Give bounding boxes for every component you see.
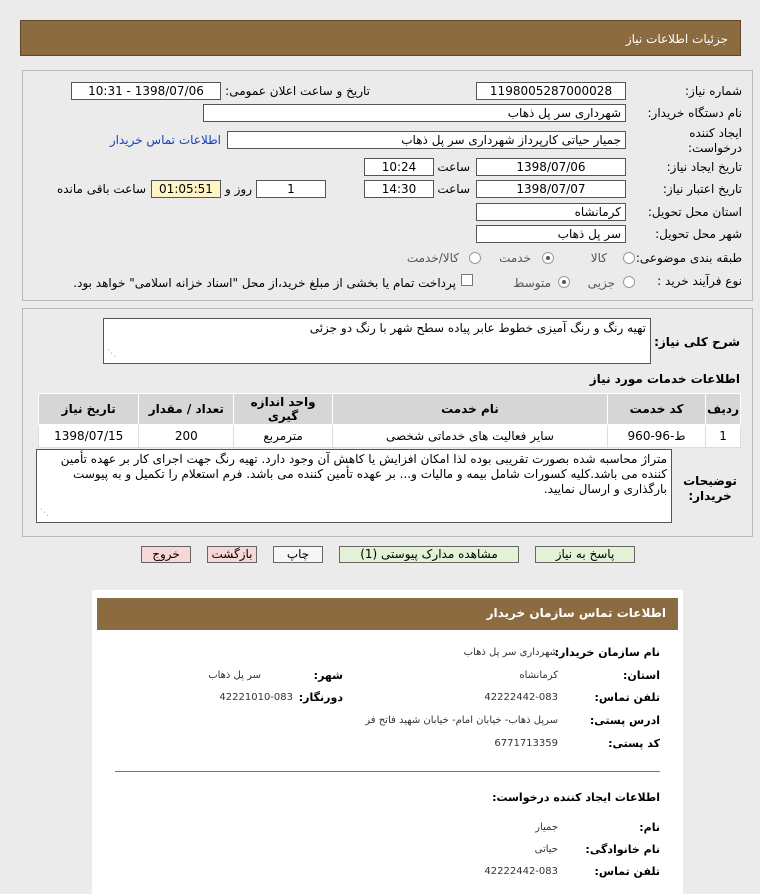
first-name-value: جمیار: [535, 822, 558, 833]
announce-field: 1398/07/06 - 10:31: [71, 82, 221, 100]
cell-unit: مترمربع: [234, 425, 333, 448]
days-field: 1: [256, 180, 326, 198]
postal-label: کد پستی:: [608, 737, 660, 750]
print-button[interactable]: چاپ: [273, 546, 323, 563]
services-header-row: [39, 394, 741, 425]
address-label: ادرس پستی:: [589, 714, 660, 727]
cell-service-code: ط-96-960: [607, 425, 705, 448]
process-option-medium: متوسط: [513, 276, 551, 290]
reply-button[interactable]: پاسخ به نیاز: [535, 546, 635, 563]
creator-label: ایجاد کننده درخواست:: [688, 126, 742, 155]
need-number-field: 1198005287000028: [476, 82, 626, 100]
created-date-label: تاریخ ایجاد نیاز:: [666, 160, 742, 174]
last-name-value: حیاتی: [534, 844, 558, 855]
org-label: نام سازمان خریدار:: [554, 646, 660, 659]
city-label: شهر محل تحویل:: [655, 227, 742, 241]
category-radio-goods[interactable]: [623, 252, 635, 264]
address-value: سرپل ذهاب- خیابان امام- خیابان شهید فاتح فر: [365, 715, 558, 726]
exit-button[interactable]: خروج: [141, 546, 191, 563]
need-number-label: شماره نیاز:: [685, 84, 742, 98]
header-row-number: ردیف: [706, 394, 741, 425]
buyer-notes-text: متراژ محاسبه شده بصورت تقریبی بوده لذا امکان افزایش یا کاهش آن وجود دارد. تهیه رنگ جهت اجرای کار بر عهده تأمین کننده می باشد.کلیه کسورات شامل بیمه و مالیات و... بر عهده تأمین کننده می باشد. فرم استعلام را تکمیل و به پیوست بارگذاری و ارسال نمایید.: [60, 452, 667, 496]
category-radio-both[interactable]: [469, 252, 481, 264]
first-name-label: نام:: [639, 821, 660, 834]
fax-value: 42221010-083: [219, 692, 293, 703]
header-service-name: نام خدمت: [332, 394, 607, 425]
cell-row-number: 1: [706, 425, 741, 448]
contact-card-title: اطلاعات تماس سازمان خریدار: [486, 606, 666, 620]
valid-time-label: ساعت: [437, 182, 470, 196]
valid-date-field: 1398/07/07: [476, 180, 626, 198]
category-option-service: خدمت: [499, 251, 531, 265]
creator-field: جمیار حیاتی کارپرداز شهرداری سر پل ذهاب: [227, 131, 626, 149]
category-option-goods: کالا: [590, 251, 607, 265]
cell-need-date: 1398/07/15: [39, 425, 139, 448]
back-button[interactable]: بازگشت: [207, 546, 257, 563]
remaining-time-field: 01:05:51: [151, 180, 221, 198]
creator-phone-label: تلفن تماس:: [594, 865, 660, 878]
valid-date-label: تاریخ اعتبار نیاز:: [662, 182, 742, 196]
days-label: روز و: [225, 182, 252, 196]
province-field: کرمانشاه: [476, 203, 626, 221]
province-label: استان:: [623, 669, 660, 682]
announce-label: تاریخ و ساعت اعلان عمومی:: [225, 84, 370, 98]
category-label: طبقه بندی موضوعی:: [635, 251, 742, 265]
contact-card-header: [97, 598, 678, 630]
fax-label: دورنگار:: [298, 691, 343, 704]
created-time-label: ساعت: [437, 160, 470, 174]
page-header: [20, 20, 741, 56]
org-value: شهرداری سر پل ذهاب: [463, 647, 558, 658]
created-date-field: 1398/07/06: [476, 158, 626, 176]
province-label: استان محل تحویل:: [647, 205, 742, 219]
buyer-org-label: نام دستگاه خریدار:: [647, 106, 742, 120]
phone-label: تلفن تماس:: [594, 691, 660, 704]
contact-card: [92, 590, 683, 894]
summary-textarea: [103, 318, 651, 364]
buyer-notes-textarea: [36, 449, 672, 523]
page-title: جزئیات اطلاعات نیاز: [625, 32, 728, 46]
last-name-label: نام خانوادگی:: [585, 843, 660, 856]
city-value: سر پل ذهاب: [208, 670, 261, 681]
services-table: [38, 393, 741, 448]
remaining-label: ساعت باقی مانده: [56, 182, 146, 196]
header-quantity: تعداد / مقدار: [139, 394, 234, 425]
buyer-notes-label: توضیحات خریدار:: [683, 474, 737, 503]
treasury-payment-checkbox[interactable]: [461, 274, 473, 286]
summary-label: شرح کلی نیاز:: [654, 335, 740, 349]
resize-grip-icon: ⋰: [107, 349, 116, 359]
postal-value: 6771713359: [494, 738, 558, 749]
summary-text: تهیه رنگ و رنگ آمیزی خطوط عابر پیاده سطح شهر با رنگ دو جزئی: [309, 321, 646, 335]
city-label: شهر:: [313, 669, 343, 682]
attachments-button[interactable]: مشاهده مدارک پیوستی (1): [339, 546, 519, 563]
process-label: نوع فرآیند خرید :: [657, 274, 742, 288]
services-title: اطلاعات خدمات مورد نیاز: [589, 372, 740, 386]
buyer-org-field: شهرداری سر پل ذهاب: [203, 104, 626, 122]
process-radio-medium[interactable]: [558, 276, 570, 288]
process-option-minor: جزیی: [587, 276, 615, 290]
cell-service-name: سایر فعالیت های خدماتی شخصی: [332, 425, 607, 448]
header-unit: واحد اندازه گیری: [234, 394, 333, 425]
buyer-contact-link[interactable]: اطلاعات تماس خریدار: [109, 133, 221, 147]
divider: [115, 771, 660, 772]
header-service-code: کد خدمت: [607, 394, 705, 425]
resize-grip-icon: ⋰: [40, 508, 49, 518]
cell-quantity: 200: [139, 425, 234, 448]
province-value: کرمانشاه: [519, 670, 558, 681]
phone-value: 42222442-083: [484, 692, 558, 703]
treasury-payment-note: پرداخت تمام یا بخشی از مبلغ خرید،از محل "اسناد خزانه اسلامی" خواهد بود.: [73, 276, 456, 290]
category-option-both: کالا/خدمت: [406, 251, 459, 265]
process-radio-minor[interactable]: [623, 276, 635, 288]
creator-phone-value: 42222442-083: [484, 866, 558, 877]
creator-section-title: اطلاعات ایجاد کننده درخواست:: [492, 791, 660, 804]
city-field: سر پل ذهاب: [476, 225, 626, 243]
header-need-date: تاریخ نیاز: [39, 394, 139, 425]
details-panel: [22, 70, 753, 301]
table-row: [39, 425, 741, 448]
created-time-field: 10:24: [364, 158, 434, 176]
valid-time-field: 14:30: [364, 180, 434, 198]
category-radio-service[interactable]: [542, 252, 554, 264]
